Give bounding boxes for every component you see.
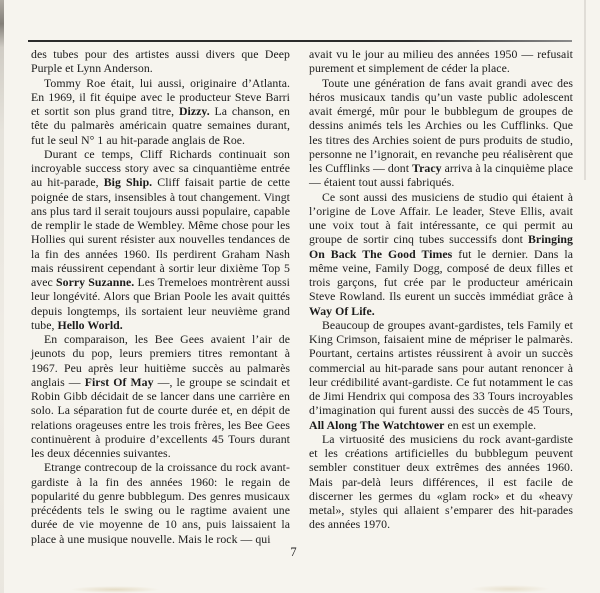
scan-edge-artifact-right — [584, 0, 586, 180]
paragraph — [309, 318, 573, 432]
text-run: Etrange contrecoup de la croissance du rock avant-gardiste à la fin des années 1960: le regain de popularité du genre bubblegum. Des genres musicaux précédents tels le swing ou le ragtime avaient une durée de vie moyenne de 10 ans, puis laissaient la place à une musique nouvelle. Mais le rock — qui — [31, 460, 290, 546]
paragraph — [31, 76, 290, 147]
text-run: En comparaison, les Bee Gees avaient l’air de jeunots du pop, leurs premiers titres remontant à 1967. Peu après leur huitième succès au palmarès anglais — — [31, 332, 290, 389]
text-run: Cliff faisait partie de cette poignée de stars, insensibles à tout changement. Vingt ans plus tard il serait toujours aussi populaire, capable de remplir le stade de Wembley. Même chose pour les Hollies qui surent résister aux nouvelles tendances de la fin des années 1960. Ils perdirent Graham Nash mais réussirent cependant à sortir leur dixième Top 5 avec — [31, 175, 291, 289]
text-run: Toute une génération de fans avait grandi avec des héros musicaux tandis qu’un vaste public adolescent avait émergé, mûr pour le bubblegum de groupes de dessins animés tels les Archies ou les Cufflinks. Que les titres des Archies soient de purs produits de studio, personne ne l’ignorait, en revanche peu réalisèrent que les Cufflinks — dont — [309, 75, 573, 175]
bold-song-title: Big Ship. — [103, 175, 153, 190]
text-run: La chanson, en tête du palmarès américain quatre semaines durant, fut le seul N° 1 au hit-parade anglais de Roe. — [31, 104, 291, 147]
paragraph — [31, 147, 290, 332]
scan-smudge — [70, 586, 160, 593]
text-run: avait vu le jour au milieu des années 1950 — refusait purement et simplement de céder la place. — [309, 47, 573, 76]
text-run: des tubes pour des artistes aussi divers que Deep Purple et Lynn Anderson. — [31, 47, 290, 76]
text-column-right — [309, 47, 573, 532]
scan-smudge — [470, 585, 550, 593]
paragraph — [309, 432, 573, 532]
text-column-left — [31, 47, 290, 546]
paragraph — [309, 47, 573, 76]
bold-song-title: Bringing On Back The Good Times — [309, 232, 573, 261]
text-run: La virtuosité des musiciens du rock avant-gardiste et les créations artificielles du bubblegum peuvent sembler constituer deux extrêmes des années 1960. Mais par-delà leurs différences, il est facile de discerner les germes du «glam rock» et du «heavy metal», styles qui allaient s’emparer des hit-parades des années 1970. — [309, 431, 573, 532]
text-run: Durant ce temps, Cliff Richards continuait son incroyable success story avec sa cinquantième entrée au hit-parade, — [31, 146, 290, 190]
bold-song-title: All Along The Watchtower — [309, 417, 445, 432]
page-number: 7 — [290, 545, 297, 559]
text-run: —, le groupe se scindait et Robin Gibb décidait de se lancer dans une carrière en solo. La séparation fut de courte durée et, en dépit de relations orageuses entre les trois frères, les Bee Gees continuèrent à produire d’excellents 45 Tours durant les deux décennies suivantes. — [31, 374, 290, 460]
header-rule — [28, 40, 572, 42]
bold-song-title: Sorry Suzanne. — [56, 275, 135, 289]
paragraph — [31, 460, 290, 546]
bold-song-title: Tracy — [412, 161, 442, 175]
paragraph — [309, 190, 573, 318]
bold-song-title: Way Of Life. — [309, 303, 375, 318]
text-run: fut le dernier. Dans la même veine, Family Dogg, composé de deux filles et trois garçons, fut crée par le producteur américain Steve Rowland. Ils eurent un succès immédiat grâce à — [309, 246, 573, 304]
bold-song-title: First Of May — [84, 374, 154, 389]
scan-edge-artifact-left — [0, 0, 4, 593]
paragraph — [309, 76, 573, 190]
bold-song-title: Hello World. — [57, 317, 123, 332]
text-run: en est un exemple. — [444, 417, 537, 432]
text-run: Beaucoup de groupes avant-gardistes, tels Family et King Crimson, faisaient mine de mépriser le palmarès. Pourtant, certains artistes réussirent à avoir un succès commercial au hit-parade sans pour autant renoncer à leur crédibilité avant-gardiste. Ce fut notamment le cas de Jimi Hendrix qui composa des 33 Tours incroyables d’imagination qui furent aussi des succès de 45 Tours, — [309, 317, 573, 418]
text-run: Les Tremeloes montrèrent aussi leur longévité. Alors que Brian Poole les avait quittés depuis longtemps, ils sortaient leur neuvième grand tube, — [31, 275, 291, 332]
bold-song-title: Dizzy. — [178, 104, 210, 118]
text-run: Tommy Roe était, lui aussi, originaire d’Atlanta. En 1969, il fit équipe avec le producteur Steve Barri et sortit son plus grand titre, — [31, 75, 290, 118]
paragraph — [31, 47, 290, 76]
text-run: Ce sont aussi des musiciens de studio qui étaient à l’origine de Love Affair. Le leader, Steve Ellis, avait une voix tout à fait intéressante, ce qui permit au groupe de sortir cinq tubes successifs dont — [309, 189, 573, 247]
paragraph — [31, 332, 290, 460]
text-run: arriva à la cinquième place — étaient tout aussi fabriqués. — [309, 161, 574, 190]
